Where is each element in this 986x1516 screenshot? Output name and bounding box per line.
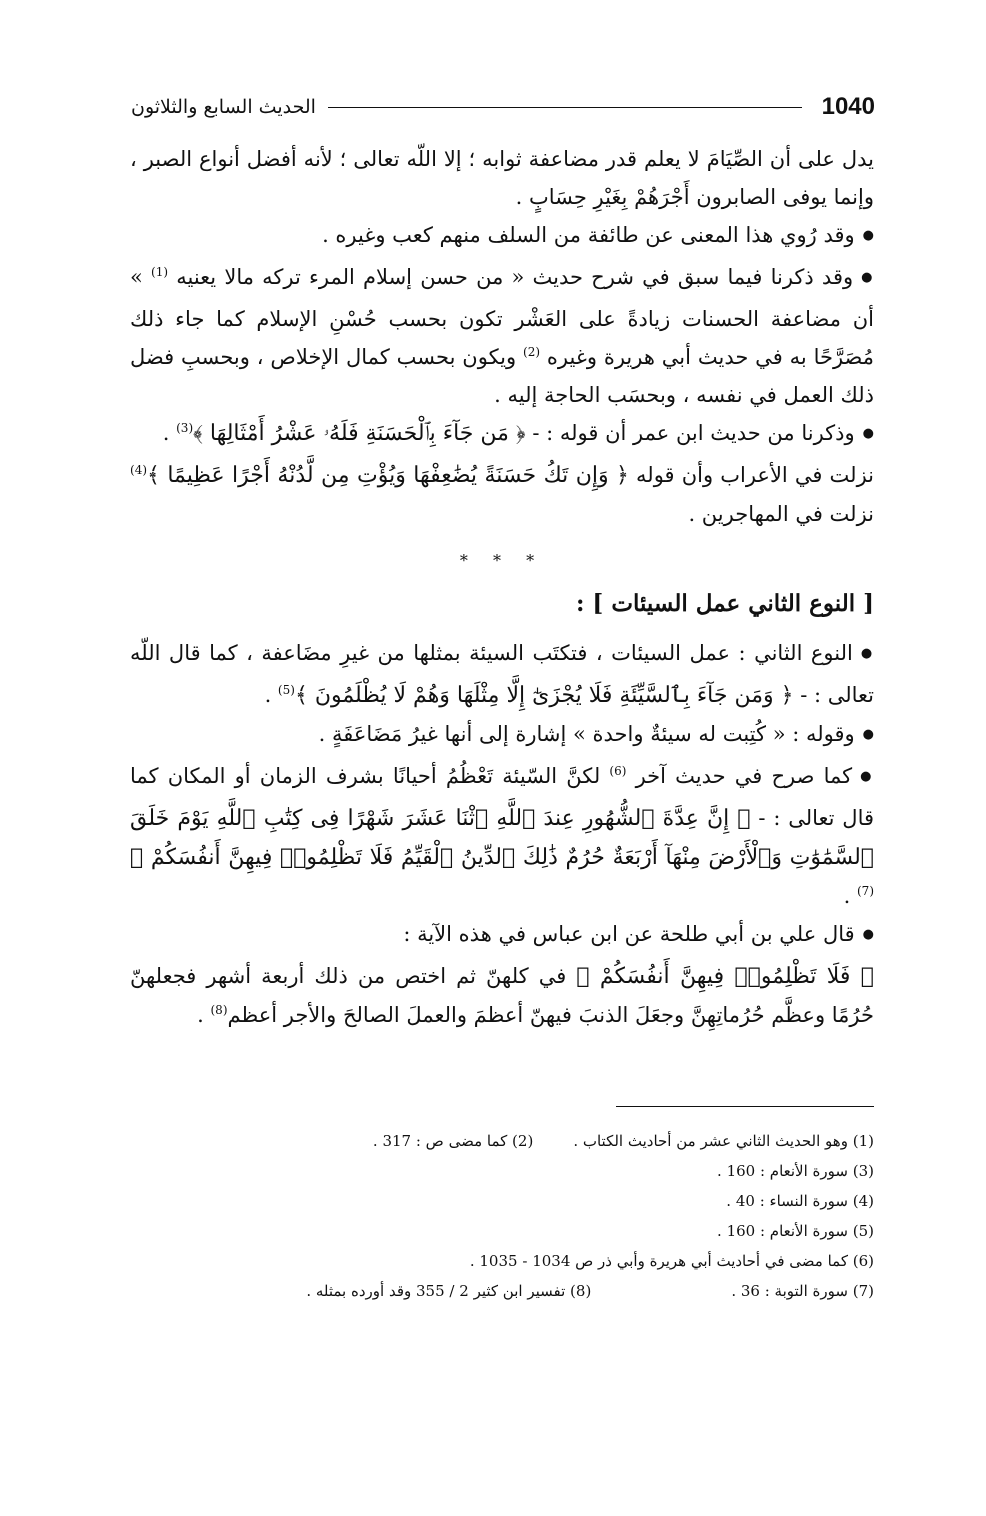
quran-verse: ﴿ وَإِن تَكُ حَسَنَةً يُضَٰعِفْهَا وَيُؤْتِ مِن لَّدُنْهُ أَجْرًا عَظِيمًا ﴾ <box>147 463 629 488</box>
running-header <box>131 92 875 122</box>
section-heading: [ النوع الثاني عمل السيئات ] : <box>575 590 874 617</box>
bullet-paragraph <box>130 414 874 456</box>
footnote-6: (6) كما مضى في أحاديث أبي هريرة وأبي ذر ص 1034 - 1035 . <box>469 1252 874 1270</box>
footnote-ref[interactable]: (6) <box>609 764 627 778</box>
footnote-ref[interactable]: (1) <box>151 265 169 279</box>
footnote-ref[interactable]: (3) <box>176 421 194 435</box>
footnotes <box>130 1126 874 1306</box>
footnote-line <box>130 1126 874 1156</box>
text: قال علي بن أبي طلحة عن ابن عباس في هذه الآية : <box>403 922 855 946</box>
text: وذكرنا من حديث ابن عمر أن قوله : - <box>525 421 855 445</box>
footnote-1: (1) وهو الحديث الثاني عشر من أحاديث الكتاب . <box>573 1132 874 1150</box>
text: وقد ذكرنا فيما سبق في شرح حديث « من حسن إسلام المرء تركه مالا يعنيه <box>168 265 854 289</box>
quran-verse: ﴿ وَمَن جَآءَ بِٱلسَّيِّئَةِ فَلَا يُجْزَىٰٓ إِلَّا مِثْلَهَا وَهُمْ لَا يُظْلَمُونَ ﴾ <box>294 683 794 708</box>
bullet-paragraph <box>130 634 874 715</box>
footnote-7: (7) سورة التوبة : 36 . <box>731 1282 874 1300</box>
footnote-ref[interactable]: (4) <box>130 463 148 477</box>
text: . <box>162 421 177 445</box>
footnote-3: (3) سورة الأنعام : 160 . <box>717 1162 874 1180</box>
quran-verse: ﴿ فَلَا تَظْلِمُوا۟ فِيهِنَّ أَنفُسَكُمْ ﴾ <box>576 964 875 989</box>
quran-verse: ﴿ إِنَّ عِدَّةَ ٱلشُّهُورِ عِندَ ٱللَّهِ ٱثْنَا عَشَرَ شَهْرًا فِى كِتَٰبِ ٱللَّهِ يَوْمَ خَلَقَ ٱلسَّمَٰوَٰتِ وَٱلْأَرْضَ مِنْهَآ أَرْبَعَةٌ حُرُمٌ ذَٰلِكَ ٱلدِّينُ ٱلْقَيِّمُ فَلَا تَظْلِمُوا۟ فِيهِنَّ أَنفُسَكُمْ ﴾ <box>130 806 874 870</box>
chapter-title: الحديث السابع والثلاثون <box>131 96 316 118</box>
text: نزلت في المهاجرين . <box>688 502 874 526</box>
text: . <box>264 683 278 707</box>
footnote-ref[interactable]: (8) <box>210 1003 228 1017</box>
paragraph <box>130 456 874 533</box>
text: كما صرح في حديث آخر <box>626 764 853 788</box>
footnote-2: (2) كما مضى ص : 317 . <box>372 1132 534 1150</box>
footnote-ref[interactable]: (5) <box>277 683 295 697</box>
footnote-8: (8) تفسير ابن كثير 2 / 355 وقد أورده بمثله . <box>306 1282 592 1300</box>
paragraph: يدل على أن الصِّيَامَ لا يعلم قدر مضاعفة ثوابه ؛ إلا اللّه تعالى ؛ لأنه أفضل أنواع الصبر ، وإنما يوفى الصابرون أَجْرَهُمْ بِغَيْرِ حِسَابٍ . <box>130 147 874 209</box>
text: . <box>197 1003 211 1027</box>
footnote-line <box>130 1276 874 1306</box>
bullet-paragraph <box>130 757 874 915</box>
footnote-ref[interactable]: (7) <box>856 884 874 898</box>
header-rule <box>328 107 802 108</box>
text: وقوله : « كُتِبت له سيئةٌ واحدة » إشارة إلى أنها غيرُ مَضَاعَفَةٍ . <box>318 722 855 746</box>
text: لكنَّ السّيئة تَعْظُمُ أحيانًا بشرف الزمان أو المكان كما قال تعالى : - <box>130 764 874 830</box>
main-text <box>130 140 874 1034</box>
footnote-4: (4) سورة النساء : 40 . <box>726 1192 874 1210</box>
bullet-paragraph <box>130 915 874 957</box>
text: النوع الثاني : عمل السيئات ، فتكتَب السيئة بمثلها من غيرِ مضَاعفة ، كما قال اللّه تعالى : - <box>130 641 874 707</box>
text: . <box>843 884 857 908</box>
page-number: 1040 <box>821 93 875 120</box>
text: ويكون بحسب كمال الإخلاص ، وبحسبِ فضل ذلك العمل في نفسه ، وبحسَب الحاجة إليه . <box>130 345 874 407</box>
quran-verse: ﴿ مَن جَآءَ بِٱلْحَسَنَةِ فَلَهُۥ عَشْرُ أَمْثَالِهَا ﴾ <box>193 421 526 446</box>
text: » أن مضاعفة الحسنات زيادةً على العَشْر تكون بحسب حُسْنِ الإسلام كما جاء ذلك مُصَرَّحًا به في حديث أبي هريرة وغيره <box>130 265 874 369</box>
bullet-paragraph <box>130 216 874 258</box>
bullet-paragraph <box>130 715 874 757</box>
text: نزلت في الأعراب وأن قوله <box>628 463 874 487</box>
footnote-divider <box>616 1106 874 1107</box>
section-separator: * * * <box>459 551 545 570</box>
footnote-ref[interactable]: (2) <box>523 345 541 359</box>
paragraph <box>130 957 874 1034</box>
text: وقد رُوي هذا المعنى عن طائفة من السلف منهم كعب وغيره . <box>322 223 855 247</box>
bullet-paragraph <box>130 258 874 414</box>
text: في كلهنّ ثم اختص من ذلك أربعة أشهر فجعلهنّ حُرُمًا وعظَّم حُرُماتِهِنَّ وجعَلَ الذنبَ فيهنّ أعظمَ والعملَ الصالحَ والأجر أعظم <box>130 964 874 1027</box>
footnote-5: (5) سورة الأنعام : 160 . <box>717 1222 874 1240</box>
